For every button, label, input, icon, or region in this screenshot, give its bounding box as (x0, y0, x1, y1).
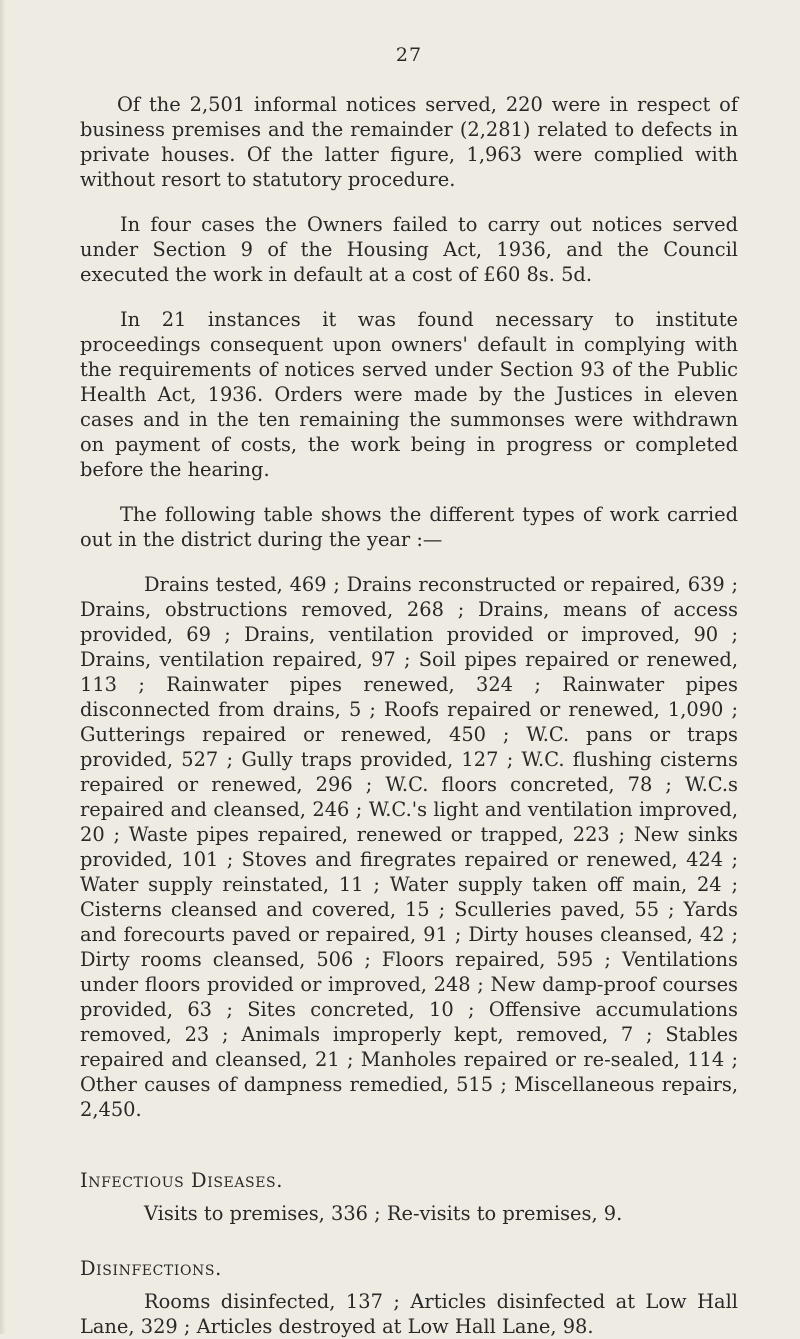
section-heading-infectious-diseases (80, 1168, 738, 1193)
work-carried-out-list: Drains tested, 469 ; Drains reconstructed or repaired, 639 ; Drains, obstructions removed, 268 ; Drains, means of access provided, 69 ; Drains, ventilation provided or improved, 90 ; Drains, ventilation repaired, 97 ; Soil pipes repaired or renewed, 113 ; Rainwater pipes renewed, 324 ; Rainwater pipes disconnected from drains, 5 ; Roofs repaired or renewed, 1,090 ; Gutterings repaired or renewed, 450 ; W.C. pans or traps provided, 527 ; Gully traps provided, 127 ; W.C. flushing cisterns repaired or renewed, 296 ; W.C. floors concreted, 78 ; W.C.s repaired and cleansed, 246 ; W.C.'s light and ventilation improved, 20 ; Waste pipes repaired, renewed or trapped, 223 ; New sinks provided, 101 ; Stoves and firegrates repaired or renewed, 424 ; Water supply reinstated, 11 ; Water supply taken off main, 24 ; Cisterns cleansed and covered, 15 ; Sculleries paved, 55 ; Yards and forecourts paved or repaired, 91 ; Dirty houses cleansed, 42 ; Dirty rooms cleansed, 506 ; Floors repaired, 595 ; Ventilations under floors provided or improved, 248 ; New damp-proof courses provided, 63 ; Sites concreted, 10 ; Offensive accumulations removed, 23 ; Animals improperly kept, removed, 7 ; Stables repaired and cleansed, 21 ; Manholes repaired or re-sealed, 114 ; Other causes of dampness remedied, 515 ; Miscellaneous repairs, 2,450. (80, 573, 738, 1121)
section-heading-text: Infectious Diseases. (80, 1169, 284, 1192)
section-heading-text: Disinfections. (80, 1257, 222, 1280)
section-heading-disinfections (80, 1256, 738, 1281)
paragraph-housing-act-default: In four cases the Owners failed to carry out notices served under Section 9 of the Housing Act, 1936, and the Council executed the work in default at a cost of £60 8s. 5d. (80, 213, 738, 286)
paragraph-informal-notices: Of the 2,501 informal notices served, 220 were in respect of business premises and the remainder (2,281) related to defects in private houses. Of the latter figure, 1,963 were complied with without resort to statutory procedure. (80, 93, 738, 191)
paragraph-proceedings: In 21 instances it was found necessary to institute proceedings consequent upon owners' default in complying with the requirements of notices served under Section 93 of the Public Health Act, 1936. Orders were made by the Justices in eleven cases and in the ten remaining the summonses were withdrawn on payment of costs, the work being in progress or completed before the hearing. (80, 308, 738, 481)
page-number: 27 (395, 44, 423, 66)
page-edge-shadow (0, 0, 6, 1334)
paragraph-table-intro: The following table shows the different types of work carried out in the district during the year :— (80, 503, 738, 551)
section-body-disinfections: Rooms disinfected, 137 ; Articles disinfected at Low Hall Lane, 329 ; Articles destroyed at Low Hall Lane, 98. (80, 1290, 738, 1338)
section-body-infectious-diseases: Visits to premises, 336 ; Re-visits to premises, 9. (144, 1202, 623, 1225)
